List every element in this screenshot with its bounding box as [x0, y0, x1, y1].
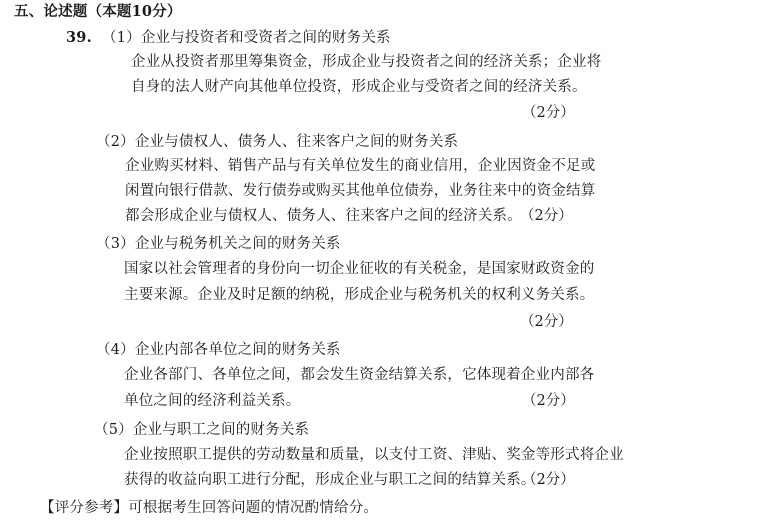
item-5-heading: （5）企业与职工之间的财务关系 [94, 422, 310, 438]
item-4-score: （2分） [522, 393, 575, 409]
item-2-line-3: 都会形成企业与债权人、债务人、往来客户之间的经济关系。 [125, 208, 522, 224]
item-3-line-2: 主要来源。企业及时足额的纳税，形成企业与税务机关的权利义务关系。 [124, 287, 595, 303]
item-1-heading: （1）企业与投资者和受资者之间的财务关系 [102, 30, 391, 46]
item-4-line-2: 单位之间的经济利益关系。 [124, 393, 301, 409]
item-2-line-1: 企业购买材料、销售产品与有关单位发生的商业信用，企业因资金不足或 [125, 158, 596, 174]
item-1-score: （2分） [522, 105, 575, 121]
footer-note: 【评分参考】可根据考生回答问题的情况酌情给分。 [40, 500, 379, 516]
item-3-line-1: 国家以社会管理者的身份向一切企业征收的有关税金，是国家财政资金的 [124, 261, 595, 277]
item-3-heading: （3）企业与税务机关之间的财务关系 [96, 236, 341, 252]
section-title: 五、论述题（本题10分） [14, 3, 182, 20]
item-2-score: （2分） [520, 208, 573, 224]
item-5-line-1: 企业按照职工提供的劳动数量和质量，以支付工资、津贴、奖金等形式将企业 [124, 447, 624, 463]
item-4-heading: （4）企业内部各单位之间的财务关系 [96, 342, 341, 358]
item-2-heading: （2）企业与债权人、债务人、往来客户之间的财务关系 [96, 134, 459, 150]
item-3-score: （2分） [520, 314, 573, 330]
question-number: 39. [66, 29, 92, 46]
item-2-line-2: 闲置向银行借款、发行债券或购买其他单位债券，业务往来中的资金结算 [125, 183, 596, 199]
item-5-score: （2分） [522, 472, 575, 488]
item-5-line-2: 获得的收益向职工进行分配，形成企业与职工之间的结算关系。 [124, 472, 536, 488]
item-1-line-1: 企业从投资者那里筹集资金，形成企业与投资者之间的经济关系；企业将 [131, 54, 602, 70]
item-4-line-1: 企业各部门、各单位之间，都会发生资金结算关系，它体现着企业内部各 [124, 367, 595, 383]
item-1-line-2: 自身的法人财产向其他单位投资，形成企业与受资者之间的经济关系。 [131, 79, 587, 95]
